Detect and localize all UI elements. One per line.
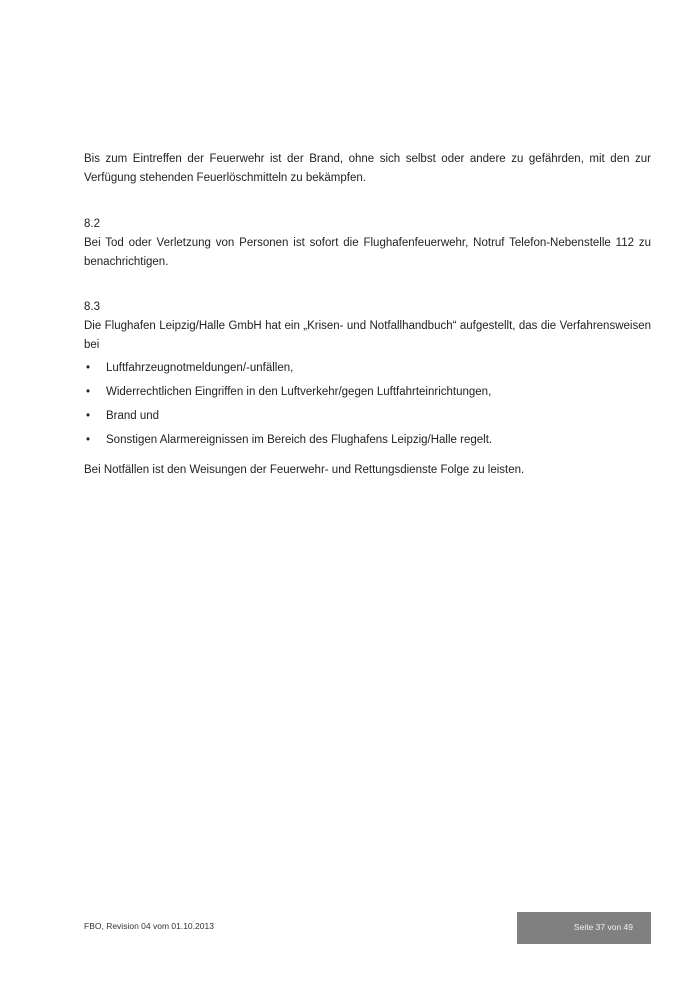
- list-item: [84, 407, 651, 426]
- list-item-text: Widerrechtlichen Eingriffen in den Luftverkehr/gegen Luftfahrteinrichtungen,: [106, 386, 492, 398]
- list-item-text: Sonstigen Alarmereignissen im Bereich des Flughafens Leipzig/Halle regelt.: [106, 434, 493, 446]
- list-item: [84, 431, 651, 450]
- document-body: [84, 150, 651, 480]
- bullet-list: [84, 359, 651, 450]
- section-number-8-2: 8.2: [84, 218, 100, 230]
- section-8-2-text: Bei Tod oder Verletzung von Personen ist sofort die Flughafenfeuerwehr, Notruf Telefon-Nebenstelle 112 zu benachrichtigen.: [84, 237, 651, 268]
- footer-revision: FBO, Revision 04 vom 01.10.2013: [84, 921, 214, 931]
- intro-paragraph: Bis zum Eintreffen der Feuerwehr ist der Brand, ohne sich selbst oder andere zu gefährden, mit den zur Verfügung stehenden Feuerlöschmitteln zu bekämpfen.: [84, 153, 651, 184]
- section-8-3-text: Die Flughafen Leipzig/Halle GmbH hat ein „Krisen- und Notfallhandbuch“ aufgestellt, das die Verfahrensweisen bei: [84, 320, 651, 351]
- bullet-icon: •: [86, 410, 91, 422]
- bullet-icon: •: [86, 434, 91, 446]
- closing-paragraph: Bei Notfällen ist den Weisungen der Feuerwehr- und Rettungsdienste Folge zu leisten.: [84, 464, 525, 476]
- footer-page-box: [517, 912, 651, 944]
- list-item-text: Luftfahrzeugnotmeldungen/-unfällen,: [106, 362, 294, 374]
- list-item-text: Brand und: [106, 410, 160, 422]
- list-item: [84, 359, 651, 378]
- page-number: Seite 37 von 49: [573, 922, 633, 932]
- bullet-icon: •: [86, 362, 91, 374]
- list-item: [84, 383, 651, 402]
- section-number-8-3: 8.3: [84, 301, 100, 313]
- bullet-icon: •: [86, 386, 91, 398]
